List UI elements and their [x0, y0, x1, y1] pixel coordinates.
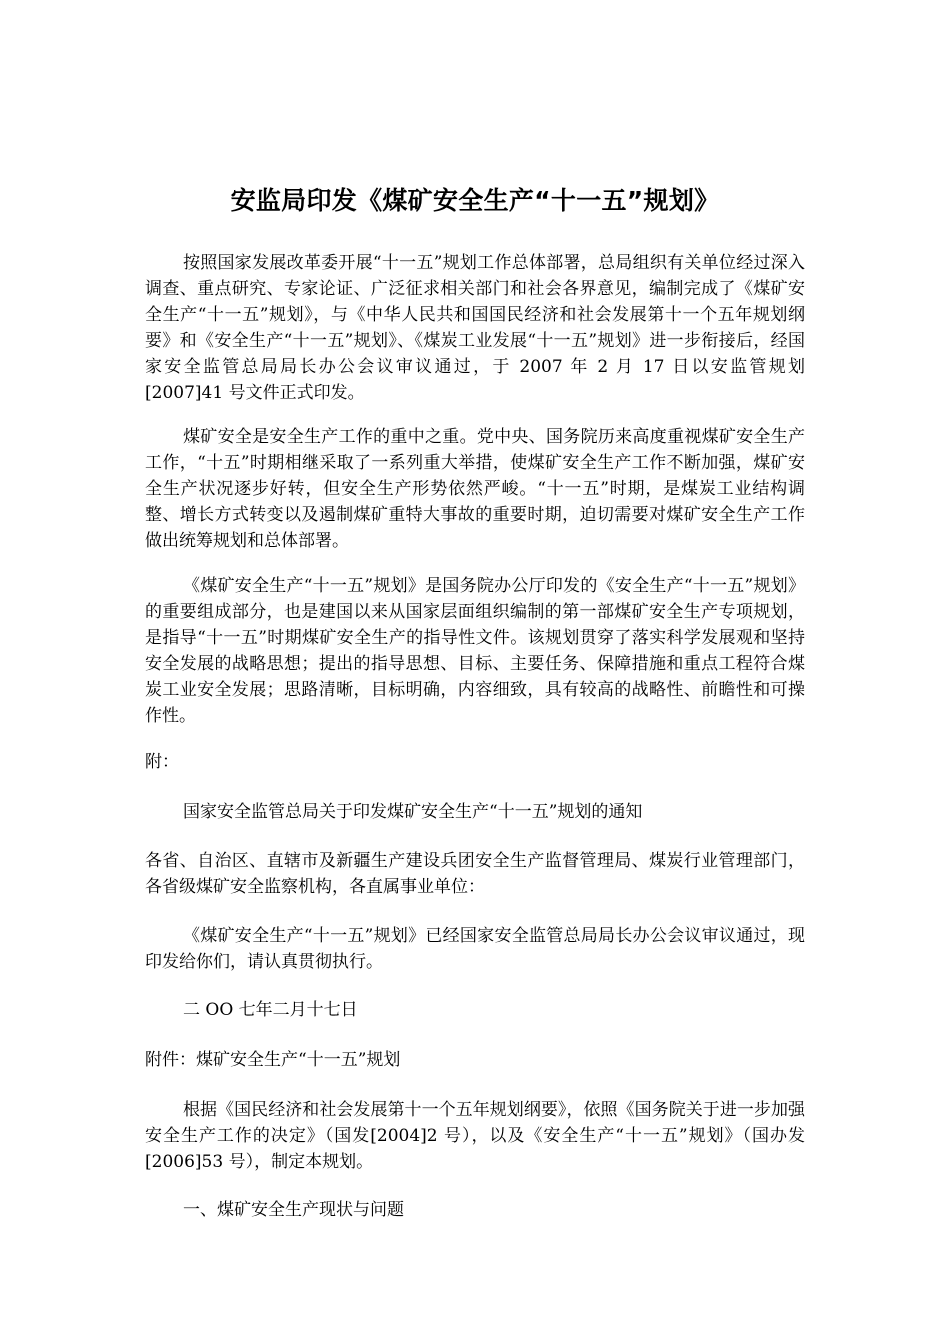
paragraph-notice-body: 《煤矿安全生产“十一五”规划》已经国家安全监管总局局长办公会议审议通过，现印发给你们，请认真贯彻执行。	[145, 926, 805, 972]
paragraph-recipients: 各省、自治区、直辖市及新疆生产建设兵团安全生产监督管理局、煤炭行业管理部门，各省级煤矿安全监察机构，各直属事业单位：	[145, 851, 805, 897]
paragraph-intro: 按照国家发展改革委开展“十一五”规划工作总体部署，总局组织有关单位经过深入调查、重点研究、专家论证、广泛征求相关部门和社会各界意见，编制完成了《煤矿安全生产“十一五”规划》，与《中华人民共和国国民经济和社会发展第十一个五年规划纲要》和《安全生产“十一五”规划》、《煤炭工业发展“十一五”规划》进一步衔接后，经国家安全监管总局局长办公会议审议通过，于 2007 年 2 月 17 日以安监管规划[2007]41 号文件正式印发。	[145, 253, 805, 403]
paragraph-coal-safety: 煤矿安全是安全生产工作的重中之重。党中央、国务院历来高度重视煤矿安全生产工作，“十五”时期相继采取了一系列重大举措，使煤矿安全生产工作不断加强，煤矿安全生产状况逐步好转，但安全生产形势依然严峻。“十一五”时期，是煤炭工业结构调整、增长方式转变以及遏制煤矿重特大事故的重要时期，迫切需要对煤矿安全生产工作做出统筹规划和总体部署。	[145, 427, 805, 551]
paragraph-date: 二 OO 七年二月十七日	[183, 1000, 358, 1020]
section-heading-1: 一、煤矿安全生产现状与问题	[183, 1200, 404, 1220]
paragraph-plan-summary: 《煤矿安全生产“十一五”规划》是国务院办公厅印发的《安全生产“十一五”规划》的重要组成部分，也是建国以来从国家层面组织编制的第一部煤矿安全生产专项规划，是指导“十一五”时期煤矿安全生产的指导性文件。该规划贯穿了落实科学发展观和坚持安全发展的战略思想；提出的指导思想、目标、主要任务、保障措施和重点工程符合煤炭工业安全发展；思路清晰，目标明确，内容细致，具有较高的战略性、前瞻性和可操作性。	[145, 576, 805, 726]
paragraph-notice-title: 国家安全监管总局关于印发煤矿安全生产“十一五”规划的通知	[183, 802, 643, 822]
paragraph-annex-title: 附件：煤矿安全生产“十一五”规划	[145, 1050, 401, 1070]
paragraph-basis: 根据《国民经济和社会发展第十一个五年规划纲要》，依照《国务院关于进一步加强安全生产工作的决定》（国发[2004]2 号），以及《安全生产“十一五”规划》（国办发[2006]53 号），制定本规划。	[145, 1100, 805, 1172]
paragraph-attachment-label: 附：	[145, 752, 179, 772]
document-title: 安监局印发《煤矿安全生产“十一五”规划》	[230, 186, 720, 215]
